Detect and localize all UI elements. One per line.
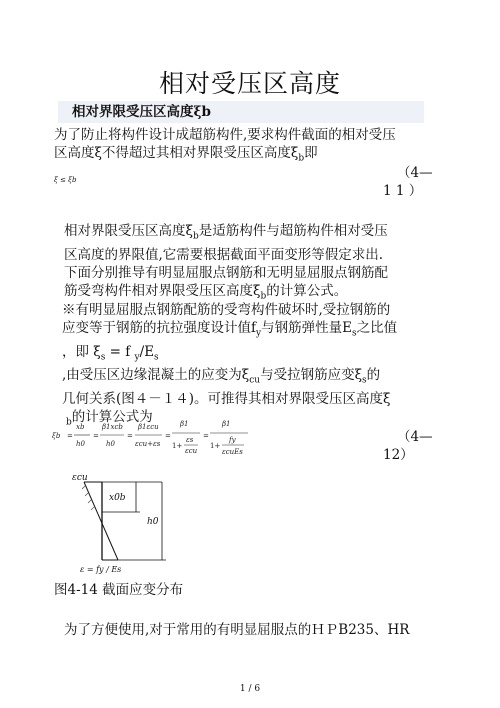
equals-3: =: [127, 432, 133, 440]
equals-2: =: [93, 432, 99, 440]
subscript-y: y: [134, 352, 140, 363]
equals-4: =: [165, 432, 171, 440]
paragraph-4: 为了方便使用,对于常用的有明显屈服点的ＨＰB235、HR: [64, 622, 410, 638]
subscript-cu: cu: [249, 376, 261, 387]
para3-text-d: ，即 ξ: [62, 343, 101, 360]
para2-text-d: 的计算公式。: [266, 282, 348, 299]
f4-num: β1: [180, 420, 189, 428]
subscript-b: b: [192, 231, 199, 242]
f5-den-a: 1+: [210, 442, 221, 450]
paragraph-1: [54, 126, 454, 168]
para3-text-g: ,由受压区边缘混凝土的应变为ξ: [62, 367, 250, 384]
page-title: 相对受压区高度: [158, 69, 341, 98]
paragraph-3: [62, 301, 462, 432]
page-number: 1 / 6: [239, 684, 261, 694]
formula-4-12: [52, 414, 262, 464]
para3-text-c: 之比值: [356, 320, 398, 336]
eq11-line1: （4—: [397, 165, 433, 181]
inequality-formula: ξ ≤ ξb: [54, 176, 77, 184]
subscript-s: s: [154, 352, 159, 363]
section-heading: 相对界限受压区高度ξb: [58, 101, 424, 123]
formula-lhs: ξb: [52, 432, 61, 440]
f3-num: β1εcu: [138, 423, 159, 431]
f2-den: h0: [106, 440, 115, 448]
strain-diagram: [54, 468, 204, 578]
subscript-b: b: [260, 291, 267, 302]
eq11-line2: 1 1 ）: [383, 183, 423, 199]
f2-num: β1xcb: [102, 423, 123, 431]
para3-text-a: 应变等于钢筋的抗拉强度设计值f: [62, 320, 256, 336]
label-ecu: εcu: [72, 473, 88, 483]
para3-text-f: /E: [139, 343, 155, 360]
para3-text-j: 的计算公式为: [71, 409, 153, 426]
subscript-s: s: [100, 352, 106, 363]
para1-line2-end: 即: [304, 145, 318, 161]
f4-den-a: 1+: [172, 442, 183, 450]
eq12-line1: （4—: [397, 429, 433, 445]
para2-line3: 下面分别推导有明显屈服点钢筋和无明显屈服点钢筋配: [64, 264, 388, 281]
para2-text-b: 是适筋构件与超筋构件相对受压: [198, 223, 388, 239]
label-x0b: x0b: [109, 493, 126, 503]
f4-den-num: εs: [186, 436, 194, 444]
subscript-s: s: [351, 328, 357, 339]
subscript-b: b: [66, 417, 72, 428]
para2-line1: [64, 222, 464, 246]
equals-5: =: [203, 432, 209, 440]
para2-text-a: 相对界限受压区高度ξ: [64, 223, 193, 239]
para2-line2: 区高度的界限值,它需要根据截面平面变形等假定求出.: [64, 246, 384, 263]
f5-den-num: fy: [229, 436, 236, 444]
f4-den-den: εcu: [185, 447, 198, 455]
para3-line3: [62, 343, 462, 367]
equals-1: =: [67, 432, 73, 440]
f5-den-den: εcuEs: [222, 448, 243, 456]
para3-text-e: = f: [105, 343, 135, 360]
para3-line2: [62, 319, 462, 343]
equation-number-11: [383, 164, 433, 200]
para2-text-c: 筋受弯构件相对界限受压区高度ξ: [64, 282, 261, 299]
f5-num: β1: [222, 420, 231, 428]
f3-den: εcu+εs: [135, 440, 161, 448]
equation-number-12: [383, 428, 433, 464]
figure-caption: 图4-14 截面应变分布: [54, 582, 184, 598]
subscript-b: b: [298, 153, 305, 164]
para1-line2-text: 区高度ξ不得超过其相对界限受压区高度ξ: [54, 145, 299, 161]
paragraph-2: [64, 222, 464, 305]
f1-den: h0: [76, 440, 85, 448]
para1-line1: 为了防止将构件设计成超筋构件,要求构件截面的相对受压: [54, 127, 396, 143]
label-bottom: ε = fy / Es: [80, 565, 122, 574]
f1-num: xb: [76, 423, 85, 431]
subscript-y: y: [256, 328, 262, 339]
para3-text-b: 与钢筋弹性量E: [261, 320, 352, 336]
para3-text-h: 与受拉钢筋应变ξ: [260, 367, 363, 384]
para3-line5: 几何关系(图４－１４)。可推得其相对界限受压区高度ξ: [62, 391, 391, 408]
label-h0: h0: [147, 517, 159, 527]
eq12-line2: 12）: [383, 447, 414, 463]
para3-text-i: 的: [366, 367, 381, 384]
subscript-s: s: [362, 376, 367, 387]
figure-background: [54, 468, 204, 578]
para3-line4: [62, 366, 462, 390]
para3-line1: ※有明显屈服点钢筋配筋的受弯构件破坏时,受拉钢筋的: [62, 302, 391, 318]
